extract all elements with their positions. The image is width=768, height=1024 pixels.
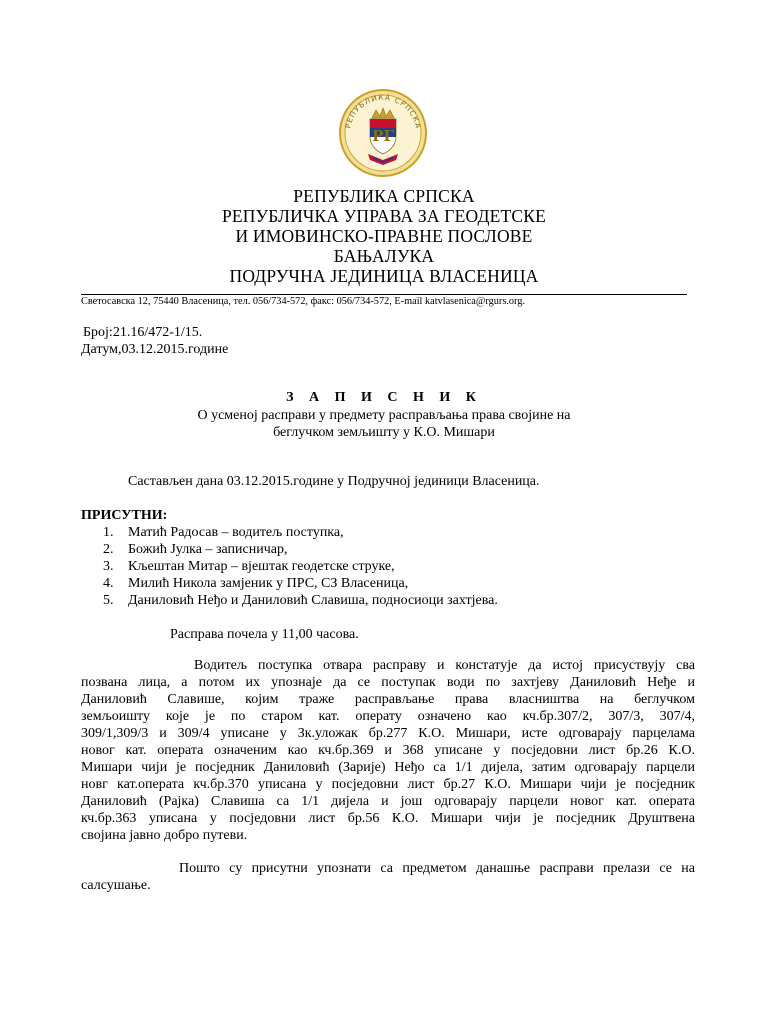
attendee-item <box>81 541 498 558</box>
paragraph-line: Водитељ поступка отвара расправу и констатује да истој присуствују сва <box>194 658 695 673</box>
header-divider <box>81 294 687 295</box>
paragraph-line: Даниловић (Рајка) Славиша са 1/1 дијела и још одговарају парцели новог кат. операта <box>81 794 695 809</box>
body-paragraph-2 <box>81 860 695 894</box>
hearing-start-time: Расправа почела у 11,00 часова. <box>170 627 359 642</box>
header-country: РЕПУБЛИКА СРПСКА <box>293 186 475 206</box>
attendee-item <box>81 592 498 609</box>
header-unit: ПОДРУЧНА ЈЕДИНИЦА ВЛАСЕНИЦА <box>229 266 539 286</box>
paragraph-line: 309/1,309/3 и 309/4 уписане у Зк.уложак бр.277 К.О. Мишари, исте одговарају парцелама <box>81 726 695 741</box>
institution-header <box>0 186 768 286</box>
document-subtitle <box>0 407 768 441</box>
contact-address: Светосавска 12, 75440 Власеница, тел. 056/734-572, факс: 056/734-572, E-mail katvlasenica@rgurs.org. <box>81 296 526 307</box>
paragraph-line: новг кат.операта кч.бр.370 уписана у посједовни лист бр.27 К.О. Мишари чији је посједник <box>81 777 695 792</box>
paragraph-line: својина јавно добро путеви. <box>81 828 248 843</box>
attendee-text: Божић Јулка – записничар, <box>128 542 288 557</box>
paragraph-line: салсушање. <box>81 878 151 893</box>
subtitle-line: О усменој расправи у предмету расправљања права својине на <box>197 408 571 423</box>
attendee-number: 1. <box>103 525 114 540</box>
header-agency: РЕПУБЛИЧКА УПРАВА ЗА ГЕОДЕТСКЕ <box>221 206 547 226</box>
subtitle-line: беглучком земљишту у К.О. Мишари <box>273 425 495 440</box>
paragraph-line: позвана лица, а потом их упознаје да се поступак води по захтјеву Даниловић Нeђе и <box>81 675 695 690</box>
body-paragraph-1 <box>81 657 695 844</box>
paragraph-line: земљоишту које је по старом кат. операту означено као кч.бр.307/2, 307/3, 307/4, <box>81 709 695 724</box>
reference-date: Датум,03.12.2015.године <box>81 342 229 357</box>
header-city: БАЊАЛУКА <box>333 246 435 266</box>
paragraph-line: Даниловић Славише, којим траже расправљање права власништва на беглучком <box>81 692 695 707</box>
paragraph-line: новог кат. опeрата означеним као кч.бр.369 и 368 уписане у посједовни лист бр.26 К.О. <box>81 743 695 758</box>
attendee-item <box>81 558 498 575</box>
attendee-item <box>81 575 498 592</box>
attendee-text: Кљештан Митар – вјештак геодетске струке, <box>128 559 395 574</box>
attendee-number: 2. <box>103 542 114 557</box>
attendee-text: Милић Никола замјеник у ПРС, СЗ Власеница, <box>128 576 409 591</box>
header-agency-cont: И ИМОВИНСКО-ПРАВНЕ ПОСЛОВЕ <box>235 226 533 246</box>
reference-number: Број:21.16/472-1/15. <box>83 325 203 340</box>
attendee-item <box>81 524 498 541</box>
attendee-text: Матић Радосав – водитељ поступка, <box>128 525 344 540</box>
attendees-heading: ПРИСУТНИ: <box>81 508 168 523</box>
attendee-text: Даниловић Нeђо и Даниловић Славиша, подносиоци захтјева. <box>128 593 498 608</box>
paragraph-line: кч.бр.363 уписана у посједовни лист бр.56 К.О. Мишари чији је посједник Друштвена <box>81 811 695 826</box>
seal-monogram: РГ <box>372 127 394 145</box>
paragraph-line: Мишари чији је посједник Даниловић (Зарије) Нeђо са 1/1 дијела, затим одговарају парцели <box>81 760 695 775</box>
compiled-statement: Састављен дана 03.12.2015.године у Подручној јединици Власеница. <box>128 474 540 489</box>
seal-ring-text: РЕПУБЛИКА СРПСКА <box>343 92 423 130</box>
attendees-list <box>81 524 498 609</box>
attendee-number: 3. <box>103 559 114 574</box>
attendee-number: 5. <box>103 593 114 608</box>
paragraph-line: Пошто су присутни упознати са предметом данашње расправи прелази се на <box>179 861 695 876</box>
coat-of-arms-seal-icon <box>338 88 428 178</box>
attendee-number: 4. <box>103 576 114 591</box>
document-title: З А П И С Н И К <box>286 390 482 405</box>
